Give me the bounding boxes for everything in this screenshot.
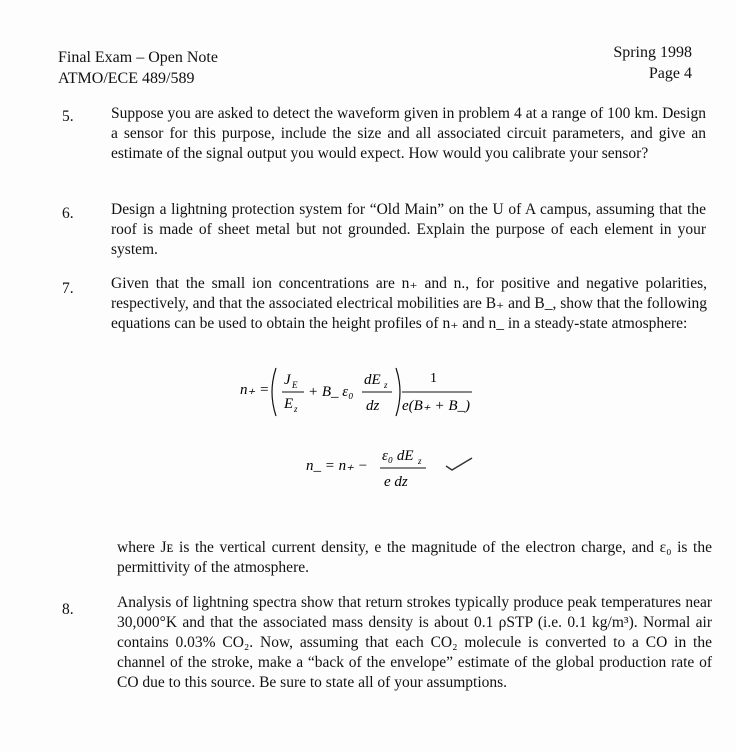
problem-6-text: Design a lightning protection system for “Old Main” on the U of A campus, assuming that the roof is made of sheet metal but not grounded. Explain the purpose of each element in your system.: [111, 201, 706, 258]
eq1-frac1-num: J: [284, 372, 291, 388]
eq1-frac1-den-sub: z: [294, 404, 298, 414]
eq2-lhs: n_ = n₊ −: [306, 458, 368, 474]
exam-header-right: [613, 42, 692, 84]
eq1-frac3-den: e(B₊ + B_): [402, 398, 471, 414]
problem-7-number: 7.: [62, 280, 74, 297]
equation-n-plus: [240, 362, 480, 422]
eq1-mid: + B_ ε₀: [308, 384, 354, 400]
problem-7-text: Given that the small ion concentrations are n₊ and n., for positive and negative polarities, respectively, and that the associated electrical mobilities are B₊ and B_, show that the following equations can be used to obtain the height profiles of n₊ and n_ in a steady-state atmosphere:: [111, 275, 708, 332]
eq1-right-paren: [396, 368, 400, 416]
eq1-frac1-num-sub: E: [292, 380, 298, 390]
check-mark-icon: [446, 458, 472, 470]
eq1-frac1-den: E: [284, 396, 294, 412]
eq2-frac-num-sub: z: [418, 456, 422, 466]
problem-6-number: 6.: [62, 205, 74, 222]
eq1-frac2-den: dz: [366, 398, 380, 414]
eq1-lhs: n₊ =: [240, 382, 270, 398]
problem-8-text: Analysis of lightning spectra show that return strokes typically produce peak temperatures near 30,000°K and that the associated mass density is about 0.1 ρSTP (i.e. 0.1 kg/m³). Normal air contains 0.03% CO₂. Now, assuming that each CO₂ molecule is converted to a CO in the channel of the stroke, make a “back of the envelope” estimate of the global production rate of CO due to this source. Be sure to state all of your assumptions.: [117, 594, 712, 691]
eq1-frac3-num: 1: [430, 371, 437, 386]
eq1-frac2-num: dE: [364, 372, 381, 388]
exam-header-left: [58, 47, 218, 89]
problem-8-number: 8.: [62, 601, 74, 618]
eq1-left-paren: [272, 368, 276, 416]
equation-n-minus: [306, 444, 476, 494]
problem-5-text: Suppose you are asked to detect the waveform given in problem 4 at a range of 100 km. Design a sensor for this purpose, include the size and all associated circuit parameters, and give an estimate of the signal output you would expect. How would you calibrate your sensor?: [111, 105, 706, 162]
problem-7-after-text: where Jᴇ is the vertical current density, e the magnitude of the electron charge, and ε₀ is the permittivity of the atmosphere.: [117, 539, 712, 576]
exam-term: Spring 1998: [613, 44, 692, 61]
page-number: Page 4: [648, 65, 692, 82]
eq2-frac-den: e dz: [384, 474, 408, 490]
eq1-frac2-num-sub: z: [384, 380, 388, 390]
exam-title: Final Exam – Open Note: [58, 49, 218, 66]
eq2-frac-num: ε₀ dE: [382, 448, 414, 464]
course-code: ATMO/ECE 489/589: [58, 70, 195, 87]
problem-5-number: 5.: [62, 108, 74, 125]
